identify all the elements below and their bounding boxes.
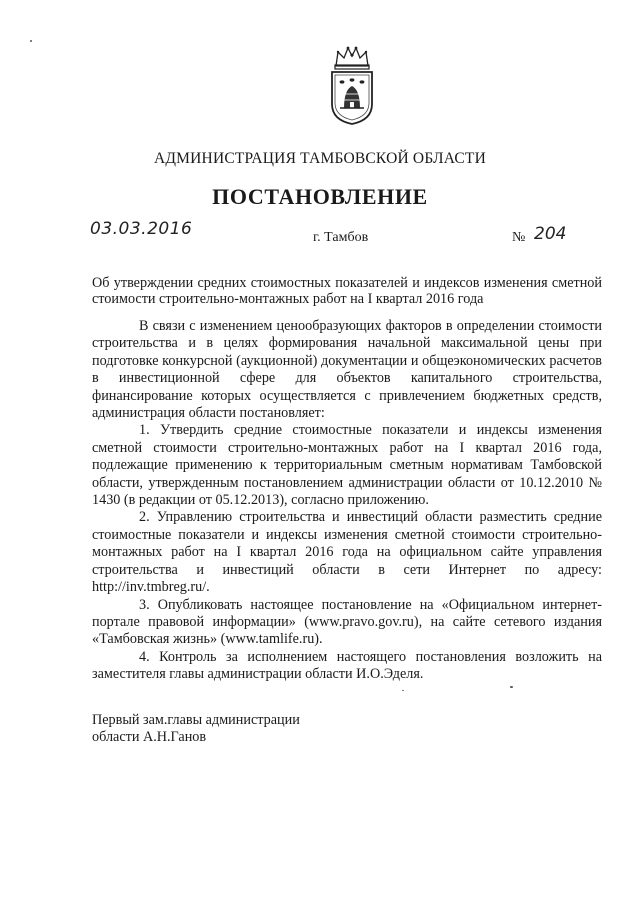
clause-1: 1. Утвердить средние стоимостные показатели и индексы изменения сметной стоимости строительно-монтажных работ на I квартал 2016 года, подлежащие применению к территориальным сметным нормативам Тамбовской области, утвержденным постановлением администрации области от 10.12.2010 № 1430 (в редакции от 05.12.2013), согласно приложению. — [92, 422, 602, 509]
scan-speck — [402, 690, 404, 691]
clause-3: 3. Опубликовать настоящее постановление на «Официальном интернет-портале правовой информации» (www.pravo.gov.ru), на сайте сетевого издания «Тамбовская жизнь» (www.tamlife.ru). — [92, 596, 602, 648]
signatory-title: Первый зам.главы администрации — [92, 712, 300, 728]
clause-4: 4. Контроль за исполнением настоящего постановления возложить на заместителя главы администрации области И.О.Эделя. — [92, 648, 602, 683]
document-number-label: № — [512, 230, 526, 245]
tambov-coat-of-arms-icon — [326, 44, 378, 126]
signatory-name: области А.Н.Ганов — [92, 729, 207, 745]
document-body — [92, 318, 602, 684]
document-type: ПОСТАНОВЛЕНИЕ — [212, 184, 428, 209]
document-date: 03.03.2016 — [90, 219, 193, 239]
document-subject: Об утверждении средних стоимостных показателей и индексов изменения сметной стоимости строительно-монтажных работ на I квартал 2016 года — [92, 275, 602, 307]
document-number: 204 — [534, 224, 567, 244]
clause-2: 2. Управлению строительства и инвестиций области разместить средние стоимостные показатели и индексы изменения сметной стоимости строительно-монтажных работ на I квартал 2016 года на официальном сайте управления строительства и инвестиций области в сети Интернет по адресу: http://inv.tmbreg.ru/. — [92, 509, 602, 596]
preamble-paragraph: В связи с изменением ценообразующих факторов в определении стоимости строительства и в целях формирования начальной максимальной цены при подготовке конкурсной (аукционной) документации и общеэкономических расчетов в инвестиционной сфере для объектов капитального строительства, финансирование которых осуществляется с привлечением бюджетных средств, администрация области постановляет: — [92, 318, 602, 422]
organization-name: АДМИНИСТРАЦИЯ ТАМБОВСКОЙ ОБЛАСТИ — [154, 150, 486, 167]
scan-speck — [510, 686, 513, 688]
document-city: г. Тамбов — [313, 230, 369, 245]
signature-block — [92, 712, 300, 746]
scan-speck — [30, 40, 32, 42]
